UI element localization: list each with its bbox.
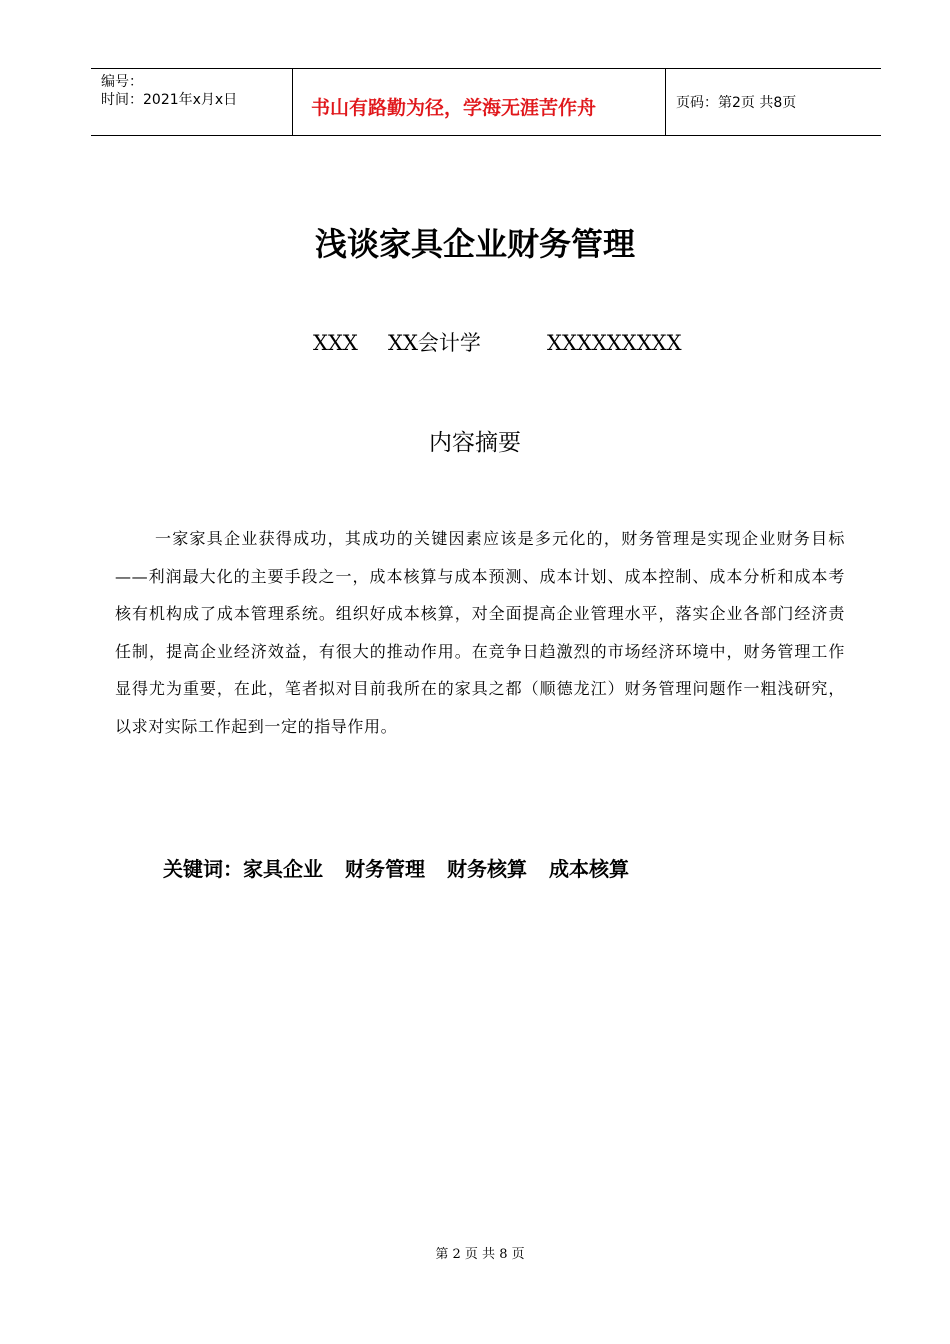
document-title: 浅谈家具企业财务管理 (314, 225, 635, 263)
keyword-item: 财务管理 (345, 857, 425, 881)
number-label: 编号： (101, 74, 143, 90)
page-footer: 第 2 页 共 8 页 (435, 1247, 525, 1262)
header-page-label: 页码：第2页 共8页 (676, 95, 797, 111)
keywords-label: 关键词： (163, 857, 243, 881)
abstract-body: 一家家具企业获得成功，其成功的关键因素应该是多元化的，财务管理是实现企业财务目标——利润最大化的主要手段之一，成本核算与成本预测、成本计划、成本控制、成本分析和成本考核有机构成了成本管理系统。组织好成本核算，对全面提高企业管理水平，落实企业各部门经济责任制，提高企业经济效益，有很大的推动作用。在竞争日趋激烈的市场经济环境中，财务管理工作显得尤为重要，在此，笔者拟对目前我所在的家具之都（顺德龙江）财务管理问题作一粗浅研究，以求对实际工作起到一定的指导作用。 (115, 529, 845, 736)
motto: 书山有路勤为径，学海无涯苦作舟 (311, 97, 597, 119)
author-id: XXXXXXXXX (547, 331, 682, 355)
page-header (91, 68, 881, 136)
abstract-heading: 内容摘要 (429, 430, 521, 456)
author-name: XXX (313, 331, 358, 355)
author-major: XX会计学 (388, 331, 481, 355)
keywords-line (163, 854, 651, 884)
header-info-cell (91, 69, 293, 135)
keyword-item: 家具企业 (243, 857, 323, 881)
author-line (0, 328, 950, 358)
keyword-item: 成本核算 (549, 857, 629, 881)
keyword-item: 财务核算 (447, 857, 527, 881)
header-motto-cell (293, 69, 666, 135)
time-label: 时间：2021年x月x日 (101, 92, 238, 108)
header-page-cell (666, 69, 881, 135)
